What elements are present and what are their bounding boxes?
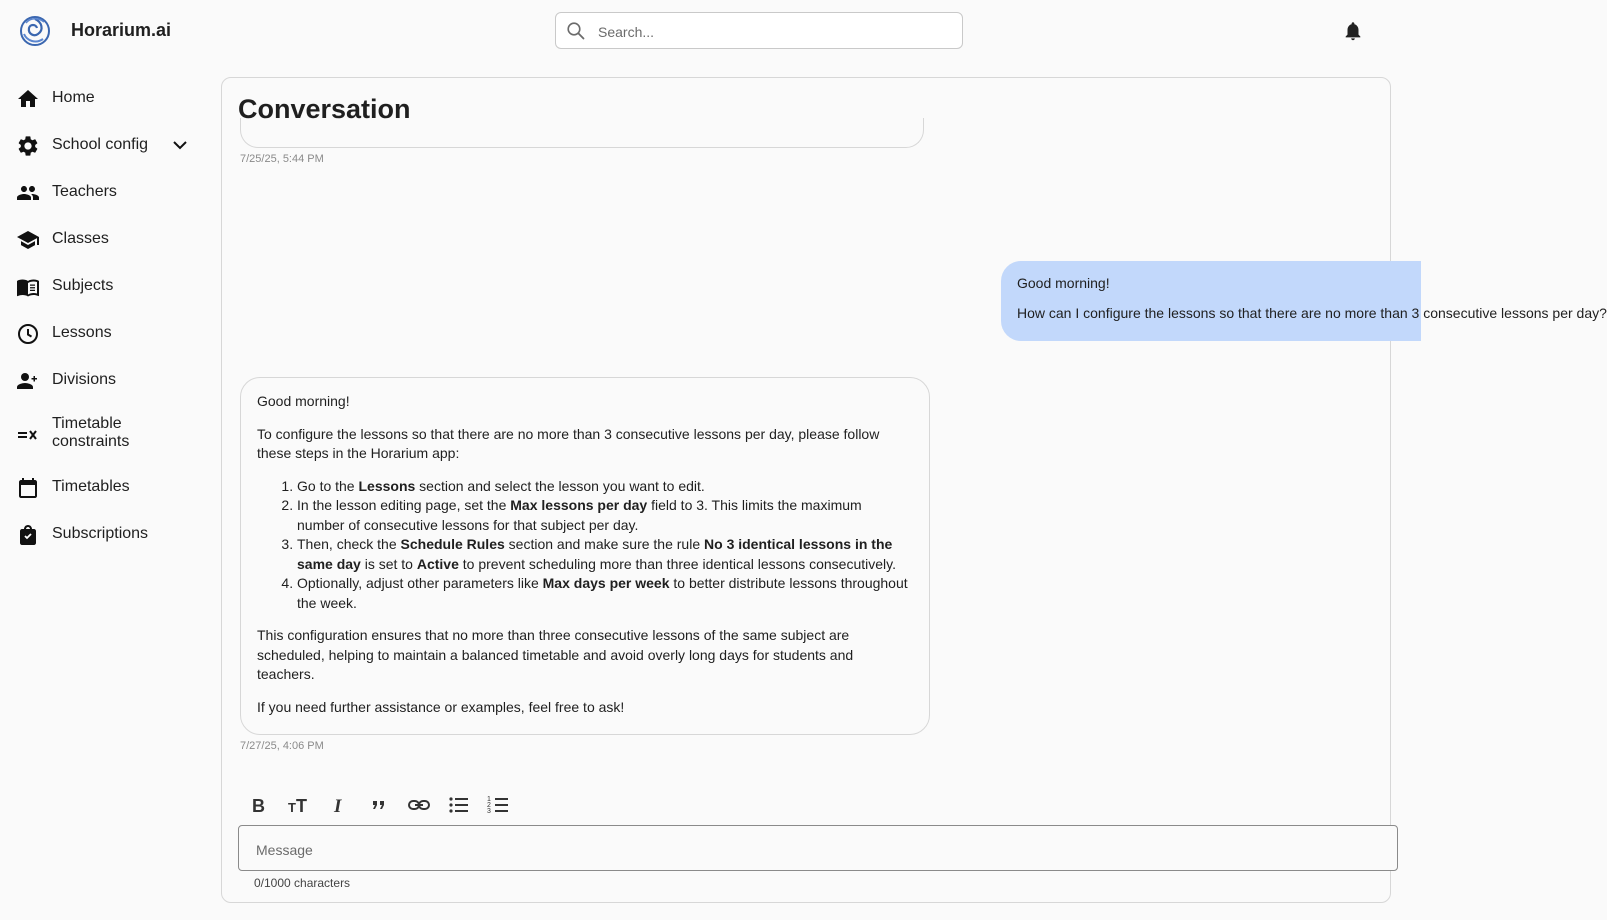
quote-button[interactable]	[366, 792, 392, 818]
user-message-bubble	[1001, 261, 1607, 341]
sidebar-item-timetables[interactable]	[0, 467, 210, 507]
page-title: Conversation	[238, 94, 411, 124]
sidebar-item-timetable-constraints[interactable]	[0, 407, 210, 461]
app-title[interactable]: Horarium.ai	[71, 20, 172, 40]
svg-text:T: T	[288, 800, 296, 815]
sidebar-item-classes[interactable]	[0, 219, 210, 259]
sidebar-item-school-config[interactable]	[0, 125, 210, 165]
assistant-steps-list	[257, 477, 913, 614]
gear-icon	[16, 134, 40, 158]
bold-button[interactable]	[246, 792, 272, 818]
bullet-list-button[interactable]	[446, 792, 472, 818]
top-bar	[0, 0, 1375, 62]
sidebar-item-label: Home	[52, 89, 95, 106]
sidebar-item-label: Divisions	[52, 371, 117, 388]
svg-text:T: T	[296, 796, 307, 816]
svg-text:3: 3	[487, 808, 491, 815]
sidebar-item-teachers[interactable]	[0, 172, 210, 212]
message-field[interactable]	[238, 825, 1398, 871]
text-size-button[interactable]	[286, 792, 312, 818]
svg-text:I: I	[334, 796, 342, 817]
logo-icon[interactable]	[18, 14, 52, 48]
bell-icon[interactable]	[1342, 20, 1364, 42]
sidebar-item-label: Teachers	[52, 183, 117, 200]
italic-icon	[326, 792, 352, 818]
chevron-down-icon[interactable]	[170, 135, 190, 155]
quote-icon	[366, 792, 392, 818]
message-timestamp: 7/27/25, 4:06 PM	[240, 740, 324, 752]
sidebar-item-label: Classes	[52, 230, 109, 247]
sidebar-item-subscriptions[interactable]	[0, 514, 210, 554]
assistant-greeting: Good morning!	[257, 393, 350, 409]
italic-button[interactable]	[326, 792, 352, 818]
sidebar-item-subjects[interactable]	[0, 266, 210, 306]
previous-message-bubble	[240, 118, 924, 148]
list-item: 1. Go to the Lessons section and select the lesson you want to edit.	[297, 477, 913, 497]
sidebar-item-label: Timetable constraints	[52, 415, 130, 450]
list-item: 4. Optionally, adjust other parameters like Max days per week to better distribute lessons throughout the week.	[297, 574, 913, 613]
assistant-summary: This configuration ensures that no more than three consecutive lessons of the same subject are scheduled, helping to maintain a balanced timetable and avoid overly long days for students and teachers.	[257, 627, 854, 682]
calendar-icon	[16, 476, 40, 500]
conversation-panel	[221, 77, 1607, 903]
sidebar-item-divisions[interactable]	[0, 360, 210, 400]
link-button[interactable]	[406, 792, 432, 818]
link-icon	[406, 792, 432, 818]
assistant-closing: If you need further assistance or examples, feel free to ask!	[257, 698, 625, 715]
svg-text:B: B	[252, 796, 265, 816]
rule-icon	[16, 423, 40, 447]
numbered-list-button[interactable]	[486, 792, 512, 818]
numbered-list-icon	[486, 792, 512, 818]
assistant-message-bubble	[240, 377, 930, 735]
svg-text:1: 1	[487, 796, 491, 803]
user-message-greeting: Good morning!	[1017, 275, 1110, 291]
search-box[interactable]	[555, 12, 963, 49]
sidebar-item-label: Lessons	[52, 324, 112, 341]
sidebar-item-lessons[interactable]	[0, 313, 210, 353]
sidebar-item-label: Subjects	[52, 277, 114, 294]
search-input[interactable]	[596, 21, 950, 43]
graduation-cap-icon	[16, 228, 40, 252]
character-counter: 0/1000 characters	[254, 876, 351, 890]
bullet-list-icon	[446, 792, 472, 818]
sidebar-item-label: Timetables	[52, 478, 130, 495]
clock-icon	[16, 322, 40, 346]
book-icon	[16, 275, 40, 299]
text-size-icon	[286, 792, 312, 818]
svg-text:2: 2	[487, 802, 491, 809]
sidebar-item-label: Subscriptions	[52, 525, 149, 542]
person-add-icon	[16, 369, 40, 393]
home-icon	[16, 87, 40, 111]
message-input[interactable]	[254, 839, 1158, 861]
sidebar-item-home[interactable]	[0, 78, 210, 118]
people-icon	[16, 181, 40, 205]
message-timestamp: 7/25/25, 5:44 PM	[240, 153, 324, 165]
sidebar-item-label: School config	[52, 136, 149, 153]
list-item: 2. In the lesson editing page, set the Max lessons per day field to 3. This limits the maximum number of consecutive lessons for that subject per day.	[297, 496, 913, 535]
user-message-text: How can I configure the lessons so that there are no more than 3 consecutive lessons per day?	[1017, 305, 1607, 321]
assistant-intro: To configure the lessons so that there are no more than 3 consecutive lessons per day, please follow these steps in the Horarium app:	[257, 425, 880, 461]
list-item: 3. Then, check the Schedule Rules section and make sure the rule No 3 identical lessons in the same day is set to Active to prevent scheduling more than three identical lessons consecutively.	[297, 535, 913, 574]
search-icon	[566, 21, 586, 41]
shopping-bag-icon	[16, 523, 40, 547]
bold-icon	[246, 792, 272, 818]
